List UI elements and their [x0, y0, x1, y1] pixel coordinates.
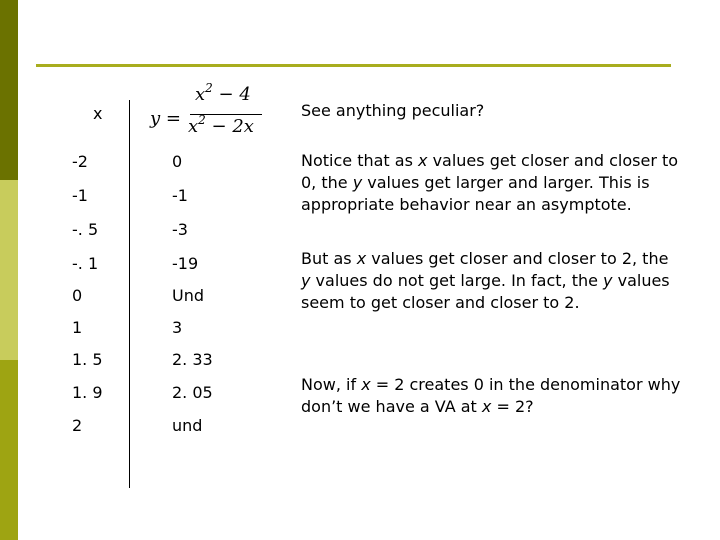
equation-denominator: [188, 113, 254, 137]
table-cell-y: -19: [172, 254, 199, 273]
note-var-x: x: [481, 397, 492, 416]
table-cell-y: -3: [172, 220, 188, 239]
table-cell-y: 3: [172, 318, 183, 337]
table-cell-x: 1. 5: [72, 350, 103, 369]
note-var-y: y: [603, 271, 613, 290]
sidebar-segment-top: [0, 0, 18, 180]
sidebar-decoration: [0, 0, 18, 540]
note-text: = 2?: [491, 397, 534, 416]
sidebar-segment-bottom: [0, 360, 18, 540]
table-cell-y: und: [172, 416, 203, 435]
note-text: values seem to get closer and closer to 2.: [301, 271, 670, 312]
note-var-y: y: [352, 173, 363, 192]
table-cell-x: -. 5: [72, 220, 99, 239]
note-text: values get larger and larger. This is appropriate behavior near an asymptote.: [301, 173, 650, 214]
note-var-x: x: [356, 249, 367, 268]
x-column-header: x: [93, 104, 103, 123]
note-text: Now, if: [301, 375, 362, 394]
table-cell-x: 0: [72, 286, 83, 305]
numerator-rest: − 4: [212, 84, 251, 105]
note-text: But as: [301, 249, 357, 268]
denominator-rest: − 2x: [205, 116, 254, 137]
equation-numerator: [195, 81, 251, 105]
note-var-x: x: [361, 375, 371, 394]
table-cell-x: -1: [72, 186, 88, 205]
note-text: Notice that as: [301, 151, 419, 170]
table-cell-x: -. 1: [72, 254, 99, 273]
table-cell-x: 2: [72, 416, 83, 435]
note-text: values do not get large. In fact, the: [310, 271, 604, 290]
note-paragraph-near-two: [301, 248, 681, 314]
table-cell-x: 1. 9: [72, 383, 103, 402]
table-cell-x: 1: [72, 318, 83, 337]
note-text: values get closer and closer to 0, the: [301, 151, 679, 192]
table-cell-y: Und: [172, 286, 205, 305]
table-cell-y: -1: [172, 186, 188, 205]
sidebar-segment-middle: [0, 180, 18, 360]
table-cell-y: 2. 05: [172, 383, 213, 402]
table-cell-x: -2: [72, 152, 88, 171]
note-question: See anything peculiar?: [301, 101, 485, 120]
equation-lhs: y =: [150, 108, 181, 129]
numerator-exponent: 2: [205, 81, 213, 95]
table-cell-y: 0: [172, 152, 183, 171]
note-paragraph-asymptote: [301, 150, 681, 216]
denominator-base: x: [188, 116, 199, 137]
title-divider: [36, 64, 671, 67]
note-text: values get closer and closer to 2, the: [366, 249, 669, 268]
note-paragraph-va-question: [301, 374, 681, 418]
note-var-y: y: [301, 271, 311, 290]
column-divider: [129, 100, 130, 488]
table-cell-y: 2. 33: [172, 350, 213, 369]
denominator-exponent: 2: [198, 113, 206, 127]
numerator-base: x: [195, 84, 206, 105]
note-text: = 2 creates 0 in the denominator why don’t we have a VA at: [301, 375, 681, 416]
note-var-x: x: [418, 151, 428, 170]
